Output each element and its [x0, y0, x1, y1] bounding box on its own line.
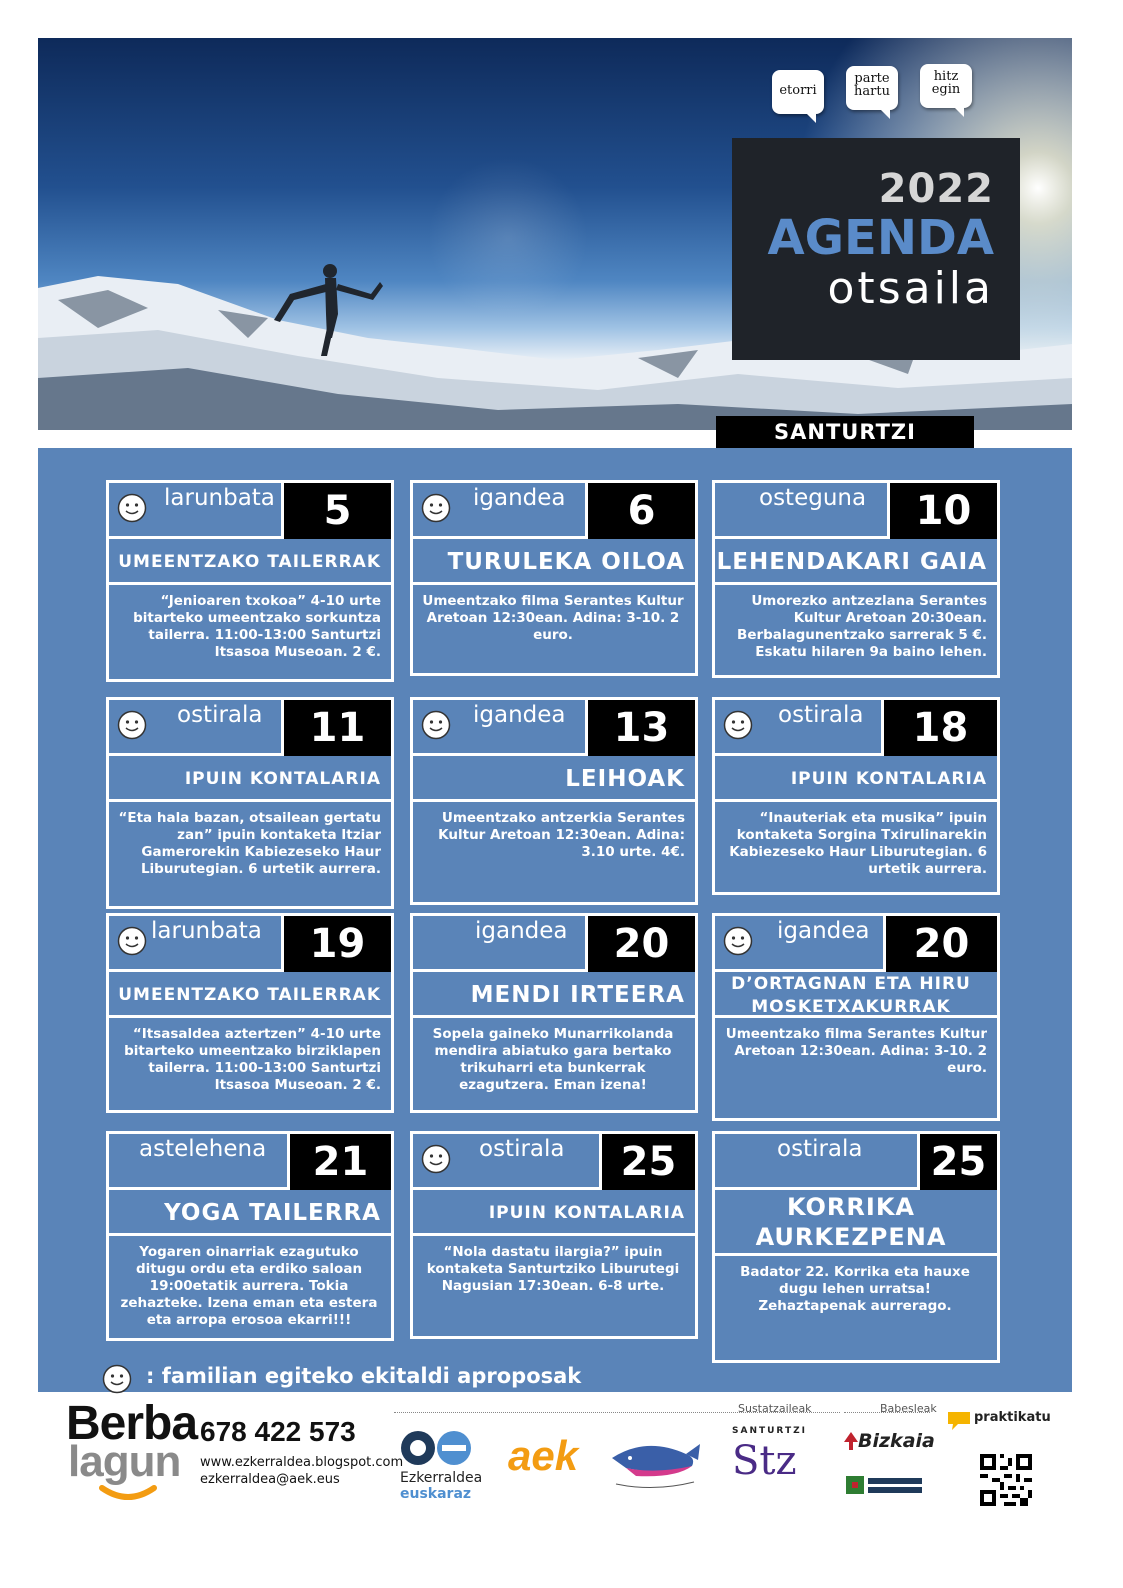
event-title: IPUIN KONTALARIA — [109, 756, 391, 802]
event-card — [410, 913, 698, 1113]
event-description: “Itsasaldea aztertzen” 4-10 urte bitarteko umeentzako birziklapen tailerra. 11:00-13:00 Santurtzi Itsasoa Museoan. 2 €. — [124, 1026, 381, 1093]
bubble-hitz-egin-text: hitz egin — [931, 69, 961, 97]
footer — [38, 1392, 1072, 1552]
event-description: Umeentzako filma Serantes Kultur Aretoan 12:30ean. Adina: 3-10. 2 euro. — [725, 1026, 987, 1076]
smiley-icon — [117, 710, 147, 740]
event-day-number: 18 — [881, 700, 997, 756]
bizkaia-tree-icon — [844, 1432, 858, 1450]
qr-code-icon — [980, 1454, 1032, 1506]
event-weekday: ostirala — [479, 1136, 565, 1162]
event-title: LEIHOAK — [413, 756, 695, 802]
title-box — [732, 138, 1020, 360]
phone-number[interactable]: 678 422 573 — [200, 1416, 356, 1447]
header-photo — [38, 38, 1072, 430]
event-weekday: larunbata — [164, 485, 275, 511]
town-label: SANTURTZI — [716, 416, 974, 448]
sustatzaileak-label: Sustatzaileak — [738, 1402, 812, 1415]
euskaraz-logo-text: euskaraz — [400, 1486, 472, 1502]
smiley-icon — [421, 710, 451, 740]
event-title: IPUIN KONTALARIA — [715, 756, 997, 802]
event-title: UMEENTZAKO TAILERRAK — [109, 539, 391, 585]
event-weekday: ostirala — [777, 1136, 863, 1162]
smiley-icon — [117, 926, 147, 956]
speech-bubbles — [772, 60, 982, 130]
event-day-number: 5 — [281, 483, 391, 539]
event-weekday: ostirala — [177, 702, 263, 728]
title-agenda: AGENDA — [767, 210, 994, 266]
event-header — [109, 700, 391, 756]
event-header — [413, 700, 695, 756]
event-day-number: 25 — [917, 1134, 997, 1190]
babesleak-label: Babesleak — [880, 1402, 937, 1415]
event-weekday: igandea — [473, 702, 566, 728]
event-description: Umorezko antzezlana Serantes Kultur Aretoan 20:30ean. Berbalagunentzako sarrerak 5 €. Eskatu hilaren 9a baino lehen. — [737, 593, 987, 660]
event-description: “Jenioaren txokoa” 4-10 urte bitarteko umeentzako sorkuntza tailerra. 11:00-13:00 Santurtzi Itsasoa Museoan. 2 €. — [133, 593, 381, 660]
event-description: “Inauteriak eta musika” ipuin kontaketa Sorgina Txirulinarekin Kabiezeseko Haur Liburutegian. 6 urtetik aurrera. — [729, 810, 987, 877]
event-description: Umeentzako filma Serantes Kultur Aretoan 12:30ean. Adina: 3-10. 2 euro. — [422, 593, 684, 643]
event-title: YOGA TAILERRA — [109, 1190, 391, 1236]
event-description: Umeentzako antzerkia Serantes Kultur Aretoan 12:30ean. Adina: 3.10 urte. 4€. — [438, 810, 685, 860]
event-card — [410, 480, 698, 676]
event-description: “Eta hala bazan, otsailean gertatu zan” ipuin kontaketa Itziar Gamerorekin Kabiezeseko Haur Liburutegian. 6 urtetik aurrera. — [118, 810, 381, 877]
smiley-icon — [421, 1144, 451, 1174]
berbalagun-logo-bottom: lagun — [68, 1437, 181, 1486]
title-month: otsaila — [827, 263, 994, 314]
event-day-number: 10 — [887, 483, 997, 539]
event-weekday: igandea — [473, 485, 566, 511]
website-link[interactable]: www.ezkerraldea.blogspot.com — [200, 1455, 404, 1470]
contact-links — [200, 1454, 403, 1488]
event-header — [715, 916, 997, 972]
event-title: LEHENDAKARI GAIA — [715, 539, 997, 585]
event-header — [109, 1134, 391, 1190]
event-day-number: 11 — [281, 700, 391, 756]
event-header — [109, 483, 391, 539]
berbalagun-logo-top: Berba — [66, 1397, 198, 1450]
event-day-number: 19 — [281, 916, 391, 972]
ezkerraldea-logo-text: Ezkerraldea — [400, 1470, 483, 1486]
event-description: Yogaren oinarriak ezagutuko ditugu ordu eta erdiko saloan 19:00etatik aurrera. Tokia zehazteke. Izena eman eta estera eta arropa erosoa ekarri!!! — [120, 1244, 378, 1328]
event-header — [715, 1134, 997, 1190]
event-day-number: 21 — [287, 1134, 391, 1190]
event-card — [712, 697, 1000, 895]
event-title: MENDI IRTEERA — [413, 972, 695, 1018]
event-header — [413, 483, 695, 539]
santurtzi-logo-top: SANTURTZI — [732, 1426, 807, 1436]
bubble-parte-hartu — [846, 66, 898, 110]
event-card — [712, 1131, 1000, 1363]
event-description: Badator 22. Korrika eta hauxe dugu lehen urratsa! Zehaztapenak aurrerago. — [740, 1264, 970, 1314]
event-day-number: 20 — [883, 916, 997, 972]
bizkaia-logo: Bizkaia — [858, 1430, 935, 1452]
praktikatu-logo: praktikatu — [974, 1410, 1051, 1425]
event-title: TURULEKA OILOA — [413, 539, 695, 585]
bubble-etorri: etorri — [772, 70, 824, 114]
whale-school-logo — [606, 1424, 702, 1492]
bubble-parte-hartu-text: parte hartu — [854, 71, 890, 99]
event-card — [106, 480, 394, 682]
event-day-number: 25 — [599, 1134, 695, 1190]
event-day-number: 13 — [585, 700, 695, 756]
event-card — [106, 697, 394, 909]
event-header — [413, 1134, 695, 1190]
legend-text: : familian egiteko ekitaldi aproposak — [146, 1364, 582, 1388]
event-title: KORRIKA AURKEZPENA — [715, 1190, 997, 1256]
bubble-hitz-egin — [920, 64, 972, 108]
smiley-icon — [723, 926, 753, 956]
event-card — [712, 480, 1000, 678]
event-weekday: igandea — [475, 918, 568, 944]
event-weekday: astelehena — [139, 1136, 267, 1162]
title-year: 2022 — [878, 166, 994, 212]
smiley-icon — [117, 493, 147, 523]
email-link[interactable]: ezkerraldea@aek.eus — [200, 1472, 340, 1487]
event-header — [109, 916, 391, 972]
praktikatu-bubble-icon — [946, 1410, 972, 1432]
event-description: Sopela gaineko Munarrikolanda mendira abiatuko gara bertako trikuharri eta bunkerrak ezagutzera. Eman izena! — [432, 1026, 674, 1093]
event-card — [410, 1131, 698, 1339]
event-title: IPUIN KONTALARIA — [413, 1190, 695, 1236]
smiley-icon — [102, 1364, 132, 1394]
event-day-number: 20 — [585, 916, 695, 972]
event-description: “Nola dastatu ilargia?” ipuin kontaketa Santurtziko Liburutegi Nagusian 17:30ean. 6-8 urte. — [426, 1244, 680, 1294]
event-title: D’ORTAGNAN ETA HIRU MOSKETXAKURRAK — [715, 972, 997, 1018]
smiley-icon — [421, 493, 451, 523]
eusko-jaurlaritza-logo — [846, 1474, 922, 1496]
event-weekday: osteguna — [759, 485, 867, 511]
event-header — [715, 483, 997, 539]
event-header — [715, 700, 997, 756]
event-weekday: larunbata — [151, 918, 262, 944]
event-weekday: igandea — [777, 918, 870, 944]
event-card — [410, 697, 698, 905]
event-header — [413, 916, 695, 972]
smiley-icon — [723, 710, 753, 740]
event-day-number: 6 — [585, 483, 695, 539]
smile-icon — [98, 1484, 158, 1504]
event-card — [106, 913, 394, 1113]
ezkerraldea-icon — [398, 1426, 478, 1470]
stz-logo: Stz — [732, 1438, 797, 1484]
aek-logo: aek — [508, 1432, 579, 1479]
event-title: UMEENTZAKO TAILERRAK — [109, 972, 391, 1018]
event-card — [712, 913, 1000, 1121]
event-card — [106, 1131, 394, 1341]
event-weekday: ostirala — [778, 702, 864, 728]
